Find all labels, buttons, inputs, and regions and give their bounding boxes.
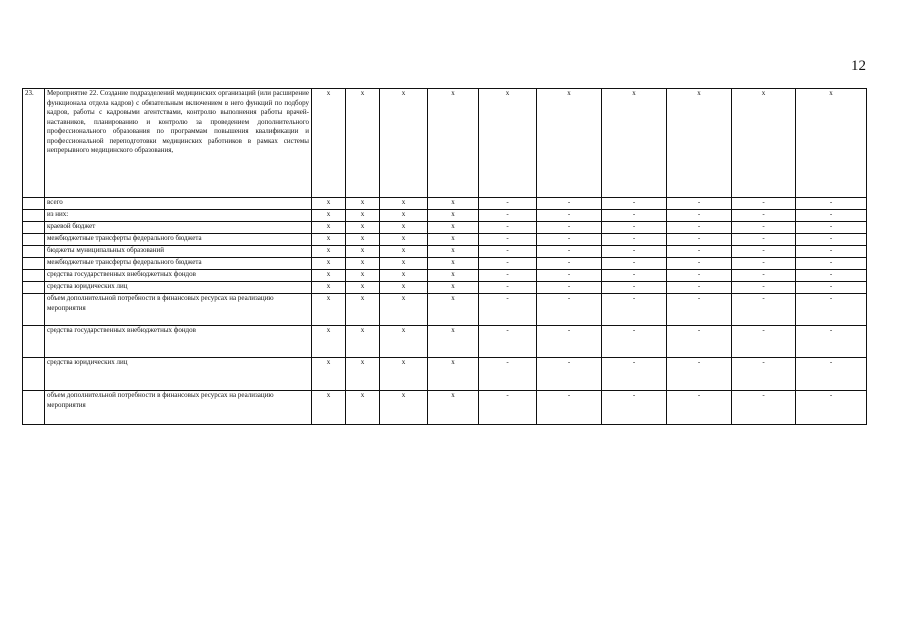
row-number-cell [23, 358, 45, 391]
value-cell: - [667, 198, 732, 210]
table-row [23, 258, 867, 270]
value-cell: - [479, 258, 537, 270]
row-number-cell [23, 222, 45, 234]
table-row [23, 246, 867, 258]
table-row [23, 391, 867, 425]
value-cell: - [537, 210, 602, 222]
value-cell: x [312, 222, 346, 234]
value-cell: x [428, 294, 479, 326]
value-cell: x [380, 294, 428, 326]
value-cell: x [428, 222, 479, 234]
value-cell: - [479, 270, 537, 282]
value-cell: x [380, 198, 428, 210]
value-cell: x [428, 234, 479, 246]
value-cell: - [667, 282, 732, 294]
value-cell: - [537, 270, 602, 282]
row-number-cell [23, 246, 45, 258]
item-header-row [23, 89, 867, 198]
row-label: средства юридических лиц [45, 282, 312, 294]
value-cell: x [312, 294, 346, 326]
value-cell: - [537, 358, 602, 391]
value-cell: x [312, 326, 346, 358]
value-cell: x [428, 326, 479, 358]
row-number-cell [23, 326, 45, 358]
row-number-cell [23, 282, 45, 294]
row-label: бюджеты муниципальных образований [45, 246, 312, 258]
value-cell: - [732, 282, 796, 294]
value-cell: - [602, 282, 667, 294]
value-cell: - [796, 270, 867, 282]
value-cell: - [602, 246, 667, 258]
row-number-cell [23, 258, 45, 270]
row-label: межбюджетные трансферты федерального бюджета [45, 234, 312, 246]
value-cell: - [537, 234, 602, 246]
value-cell: - [667, 210, 732, 222]
value-cell: x [428, 358, 479, 391]
value-cell: - [796, 258, 867, 270]
value-cell: - [479, 282, 537, 294]
page-number: 12 [851, 58, 866, 74]
value-cell: x [346, 282, 380, 294]
row-number-cell [23, 234, 45, 246]
value-cell: x [380, 258, 428, 270]
header-value-cell: x [312, 89, 346, 198]
value-cell: - [667, 222, 732, 234]
value-cell: x [380, 222, 428, 234]
value-cell: - [732, 222, 796, 234]
value-cell: - [602, 222, 667, 234]
value-cell: - [479, 294, 537, 326]
value-cell: x [380, 210, 428, 222]
value-cell: x [380, 270, 428, 282]
header-value-cell: x [667, 89, 732, 198]
value-cell: - [602, 258, 667, 270]
value-cell: x [428, 246, 479, 258]
value-cell: x [380, 234, 428, 246]
value-cell: - [537, 198, 602, 210]
value-cell: - [796, 326, 867, 358]
table-row [23, 198, 867, 210]
value-cell: - [479, 222, 537, 234]
header-value-cell: x [796, 89, 867, 198]
value-cell: - [667, 258, 732, 270]
row-number-cell [23, 210, 45, 222]
value-cell: - [479, 326, 537, 358]
value-cell: - [667, 326, 732, 358]
row-label: объем дополнительной потребности в финансовых ресурсах на реализацию мероприятия [45, 391, 312, 425]
row-label: средства государственных внебюджетных фондов [45, 326, 312, 358]
value-cell: - [479, 234, 537, 246]
value-cell: x [380, 391, 428, 425]
value-cell: x [312, 282, 346, 294]
value-cell: x [346, 358, 380, 391]
value-cell: - [537, 391, 602, 425]
row-number-cell [23, 270, 45, 282]
value-cell: - [479, 358, 537, 391]
value-cell: - [732, 246, 796, 258]
value-cell: x [312, 258, 346, 270]
header-value-cell: x [602, 89, 667, 198]
value-cell: x [346, 258, 380, 270]
value-cell: - [602, 234, 667, 246]
value-cell: - [479, 210, 537, 222]
value-cell: - [732, 210, 796, 222]
value-cell: x [380, 246, 428, 258]
value-cell: - [732, 391, 796, 425]
value-cell: - [667, 270, 732, 282]
value-cell: x [312, 246, 346, 258]
value-cell: x [312, 198, 346, 210]
value-cell: - [732, 270, 796, 282]
value-cell: - [796, 294, 867, 326]
value-cell: x [346, 270, 380, 282]
value-cell: x [428, 270, 479, 282]
header-value-cell: x [428, 89, 479, 198]
row-label: объем дополнительной потребности в финансовых ресурсах на реализацию мероприятия [45, 294, 312, 326]
value-cell: - [667, 246, 732, 258]
value-cell: - [602, 326, 667, 358]
value-cell: - [732, 294, 796, 326]
value-cell: x [428, 282, 479, 294]
value-cell: x [312, 391, 346, 425]
value-cell: x [312, 270, 346, 282]
value-cell: - [602, 358, 667, 391]
value-cell: - [732, 258, 796, 270]
value-cell: - [796, 234, 867, 246]
value-cell: x [346, 234, 380, 246]
value-cell: x [428, 391, 479, 425]
value-cell: - [479, 246, 537, 258]
value-cell: - [602, 391, 667, 425]
table-row [23, 326, 867, 358]
value-cell: - [479, 198, 537, 210]
value-cell: x [312, 358, 346, 391]
header-value-cell: x [479, 89, 537, 198]
value-cell: - [732, 198, 796, 210]
value-cell: - [602, 294, 667, 326]
row-label: из них: [45, 210, 312, 222]
value-cell: - [732, 358, 796, 391]
value-cell: - [796, 222, 867, 234]
header-value-cell: x [732, 89, 796, 198]
value-cell: - [479, 391, 537, 425]
value-cell: - [602, 210, 667, 222]
row-label: межбюджетные трансферты федерального бюджета [45, 258, 312, 270]
value-cell: - [667, 294, 732, 326]
table-row [23, 210, 867, 222]
table-body [23, 89, 867, 425]
value-cell: - [537, 326, 602, 358]
value-cell: - [796, 210, 867, 222]
value-cell: - [667, 358, 732, 391]
value-cell: - [602, 270, 667, 282]
value-cell: - [796, 198, 867, 210]
row-number-cell [23, 294, 45, 326]
value-cell: - [732, 326, 796, 358]
financing-table [22, 88, 867, 425]
row-label: средства государственных внебюджетных фондов [45, 270, 312, 282]
item-number: 23. [23, 89, 45, 198]
value-cell: x [428, 258, 479, 270]
value-cell: x [380, 282, 428, 294]
value-cell: - [667, 391, 732, 425]
value-cell: - [537, 282, 602, 294]
value-cell: - [796, 358, 867, 391]
value-cell: - [667, 234, 732, 246]
table-row [23, 270, 867, 282]
value-cell: x [346, 222, 380, 234]
value-cell: - [796, 391, 867, 425]
value-cell: - [537, 294, 602, 326]
value-cell: - [732, 234, 796, 246]
header-value-cell: x [346, 89, 380, 198]
row-label: средства юридических лиц [45, 358, 312, 391]
header-value-cell: x [380, 89, 428, 198]
row-number-cell [23, 391, 45, 425]
value-cell: - [796, 246, 867, 258]
value-cell: x [312, 234, 346, 246]
value-cell: x [346, 198, 380, 210]
value-cell: x [346, 391, 380, 425]
row-label: всего [45, 198, 312, 210]
value-cell: x [346, 246, 380, 258]
value-cell: - [602, 198, 667, 210]
value-cell: x [346, 294, 380, 326]
value-cell: - [537, 222, 602, 234]
table-row [23, 282, 867, 294]
value-cell: - [537, 258, 602, 270]
value-cell: - [537, 246, 602, 258]
value-cell: x [346, 210, 380, 222]
value-cell: x [428, 198, 479, 210]
row-number-cell [23, 198, 45, 210]
table-row [23, 358, 867, 391]
item-description: Мероприятие 22. Создание подразделений медицинских организаций (или расширение функционала отдела кадров) с обязательным включением в него функций по подбору кадров, работы с кадровыми агентствами, контролю выполнения работы врачей-наставников, планированию и контролю за проведением дополнительного профессионального образования по программам повышения квалификации и профессиональной переподготовки медицинских работников в рамках системы непрерывного медицинского образования, [45, 89, 312, 198]
table-row [23, 222, 867, 234]
value-cell: x [380, 358, 428, 391]
value-cell: x [380, 326, 428, 358]
table-row [23, 234, 867, 246]
value-cell: x [312, 210, 346, 222]
value-cell: x [346, 326, 380, 358]
value-cell: x [428, 210, 479, 222]
header-value-cell: x [537, 89, 602, 198]
value-cell: - [796, 282, 867, 294]
table-row [23, 294, 867, 326]
row-label: краевой бюджет [45, 222, 312, 234]
